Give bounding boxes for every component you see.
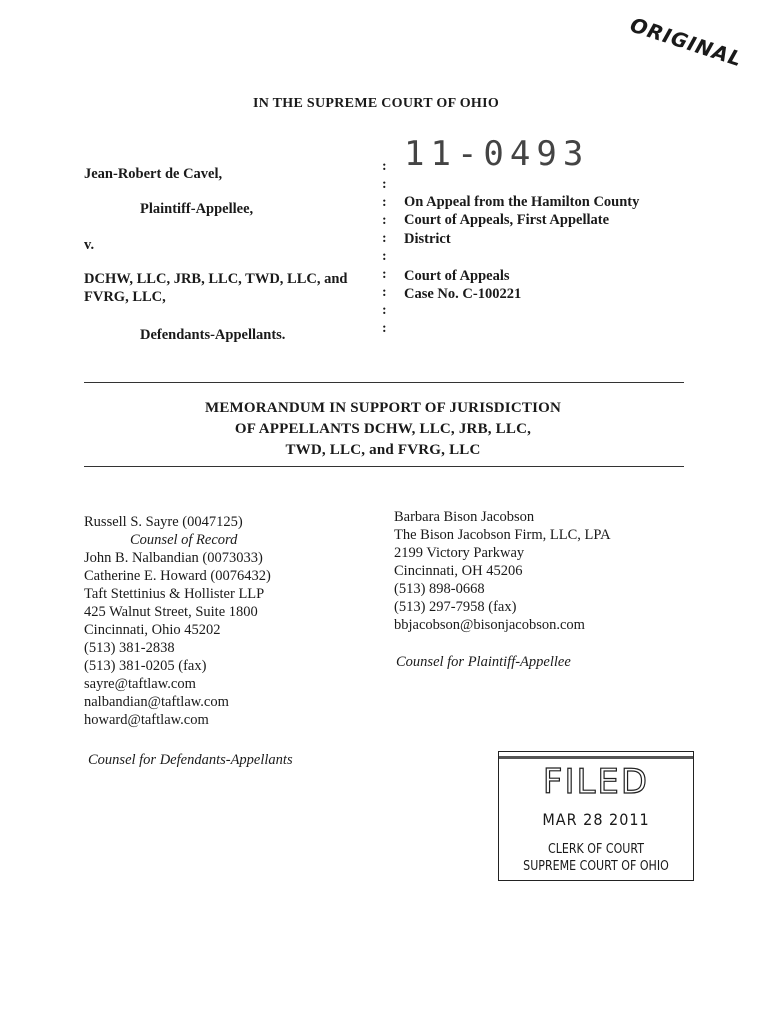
memorandum-line1: MEMORANDUM IN SUPPORT OF JURISDICTION: [204, 400, 562, 416]
counsel-line: (513) 898-0668: [394, 581, 485, 597]
filed-date: MAR 28 2011: [542, 810, 650, 829]
counsel-line: Catherine E. Howard (0076432): [84, 568, 271, 584]
counsel-line: Russell S. Sayre (0047125): [84, 514, 243, 530]
appeal-line2: Court of Appeals, First Appellate: [404, 212, 610, 228]
court-title: IN THE SUPREME COURT OF OHIO: [252, 96, 500, 111]
counsel-line: (513) 381-0205 (fax): [84, 658, 207, 674]
counsel-of-record: Counsel of Record: [130, 532, 238, 548]
case-number: 11-0493: [404, 134, 590, 174]
counsel-line: Barbara Bison Jacobson: [394, 509, 535, 525]
coa-case-number: Case No. C-100221: [404, 286, 522, 302]
filed-clerk-line: CLERK OF COURT: [548, 842, 644, 857]
counsel-line: Cincinnati, Ohio 45202: [84, 622, 221, 638]
appellee-counsel-block: [394, 508, 611, 634]
appellants-counsel-role: Counsel for Defendants-Appellants: [88, 752, 293, 768]
memorandum-line2: OF APPELLANTS DCHW, LLC, JRB, LLC,: [234, 421, 532, 437]
filed-court-line: SUPREME COURT OF OHIO: [523, 859, 669, 874]
bottom-rule: [84, 466, 684, 467]
top-rule: [84, 382, 684, 383]
original-stamp: ORIGINAL: [627, 12, 746, 72]
counsel-line: (513) 297-7958 (fax): [394, 599, 517, 615]
filed-word: FILED: [542, 762, 650, 802]
appeal-line1: On Appeal from the Hamilton County: [404, 194, 640, 210]
appellants-counsel-block: [84, 513, 271, 729]
counsel-email: sayre@taftlaw.com: [84, 676, 196, 692]
appeal-line3: District: [404, 231, 451, 247]
counsel-line: Taft Stettinius & Hollister LLP: [84, 586, 265, 602]
counsel-line: (513) 381-2838: [84, 640, 175, 656]
versus: v.: [84, 237, 95, 253]
counsel-line: John B. Nalbandian (0073033): [84, 550, 263, 566]
plaintiff-name: Jean-Robert de Cavel,: [84, 166, 223, 182]
plaintiff-role: Plaintiff-Appellee,: [140, 201, 254, 217]
counsel-line: The Bison Jacobson Firm, LLC, LPA: [394, 527, 611, 543]
counsel-email: bbjacobson@bisonjacobson.com: [394, 617, 585, 633]
filed-stamp: [498, 751, 694, 881]
defendants-line2: FVRG, LLC,: [84, 289, 166, 305]
counsel-line: Cincinnati, OH 45206: [394, 563, 523, 579]
defendants-line1: DCHW, LLC, JRB, LLC, TWD, LLC, and: [84, 271, 348, 287]
coa-label: Court of Appeals: [404, 268, 510, 284]
appellee-counsel-role: Counsel for Plaintiff-Appellee: [396, 654, 571, 670]
counsel-email: nalbandian@taftlaw.com: [84, 694, 229, 710]
stamp-top-bar: [499, 756, 693, 759]
counsel-line: 425 Walnut Street, Suite 1800: [84, 604, 258, 620]
counsel-line: 2199 Victory Parkway: [394, 545, 525, 561]
memorandum-line3: TWD, LLC, and FVRG, LLC: [285, 442, 481, 458]
defendants-role: Defendants-Appellants.: [140, 327, 286, 343]
counsel-email: howard@taftlaw.com: [84, 712, 209, 728]
